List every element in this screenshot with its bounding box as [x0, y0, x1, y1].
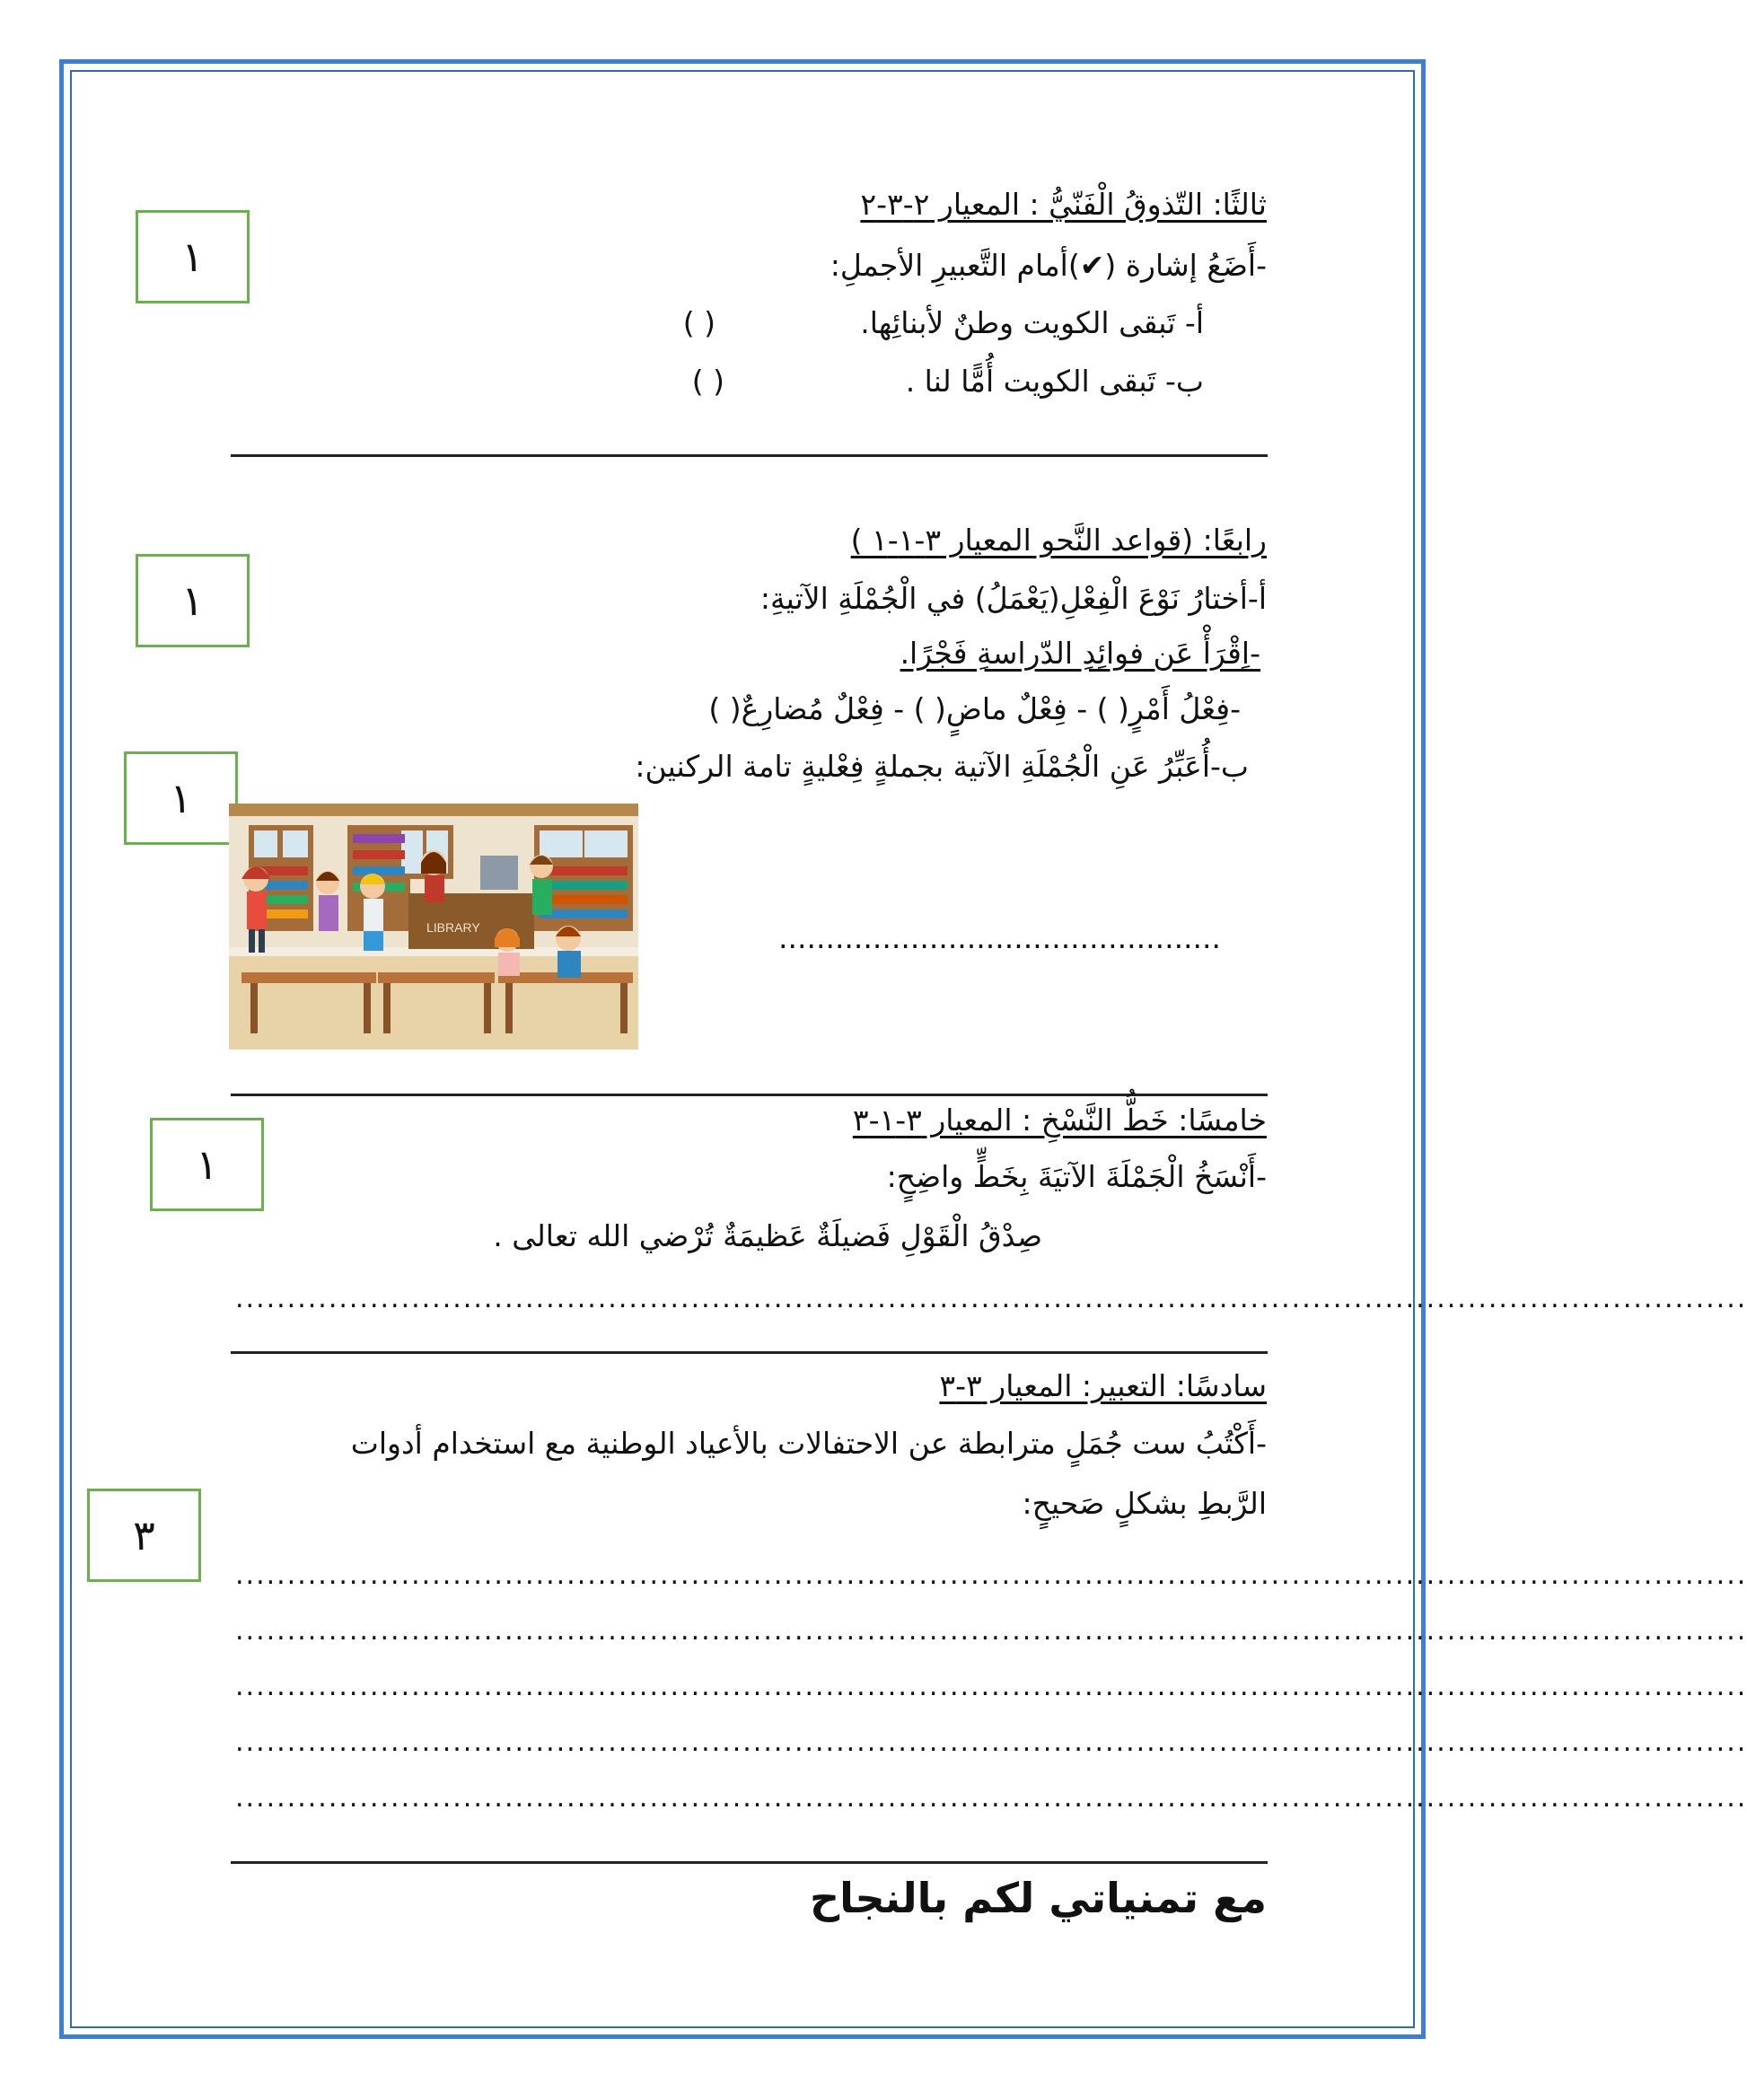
section5-answer-line[interactable]: .................................................................................................................................................. [235, 1283, 1747, 1314]
section3-score-box: ١ [136, 210, 250, 303]
section4-part-b-instruction: ب-أُعَبِّرُ عَنِ الْجُمْلَةِ الآتية بجملةٍ فِعْليةٍ تامة الركنين: [635, 749, 1249, 784]
section6-answer-line-4[interactable]: .................................................................................................................................................. [235, 1727, 1747, 1758]
section5-heading: خامسًا: خَطُّ النَّسْخِ : المعيار ٣-١-٣ [852, 1103, 1267, 1138]
section3-blank-b[interactable]: ( ) [691, 364, 724, 399]
section6-score-box: ٣ [87, 1489, 201, 1582]
section5-sentence: صِدْقُ الْقَوْلِ فَضيلَةٌ عَظيمَةٌ تُرْضي الله تعالى . [493, 1218, 1042, 1253]
section-divider [231, 1861, 1268, 1864]
section4-score-box-b: ١ [124, 751, 238, 845]
section3-option-b: ب- تَبقى الكويت أُمًّا لنا . [905, 364, 1204, 399]
section3-instruction: -أَضَعُ إشارة (✔)أمام التَّعبيرِ الأجملِ: [830, 248, 1267, 283]
section4-answer-line[interactable]: ............................................... [778, 920, 1222, 955]
section-divider [231, 454, 1268, 457]
section3-heading: ثالثًا: التّذوقُ الْفَنّيُّ : المعيار ٢-٣-٢ [860, 187, 1267, 222]
section4-sentence: -اِقْرَأْ عَن فوائِدِ الدّراسةِ فَجْرًا. [900, 636, 1260, 671]
section6-instruction-line2: الرَّبطِ بشكلٍ صَحيحٍ: [1022, 1486, 1267, 1521]
section6-heading: سادسًا: التعبير: المعيار ٣-٣ [939, 1368, 1267, 1403]
section6-answer-line-1[interactable]: .................................................................................................................................................. [235, 1560, 1747, 1591]
library-illustration [229, 804, 638, 1050]
section4-score-box-a: ١ [136, 554, 250, 647]
library-sign: LIBRARY [426, 920, 480, 935]
section-divider [231, 1351, 1268, 1354]
section5-instruction: -أَنْسَخُ الْجَمْلَةَ الآتيَةَ بِخَطٍّ واضِحٍ: [886, 1159, 1267, 1194]
section4-choices[interactable]: -فِعْلُ أَمْرٍ( ) - فِعْلٌ ماضٍ( ) - فِعْلٌ مُضارِعٌ( ) [708, 691, 1241, 726]
closing-message: مع تمنياتي لكم بالنجاح [810, 1874, 1267, 1922]
section3-option-a: أ- تَبقى الكويت وطنٌ لأبنائِها. [860, 305, 1204, 340]
section6-answer-line-5[interactable]: .................................................................................................................................................. [235, 1782, 1747, 1814]
section-divider [231, 1094, 1268, 1096]
section4-heading: رابعًا: (قواعد النَّحو المعيار ٣-١-١ ) [850, 523, 1267, 558]
section6-instruction-line1: -أَكْتُبُ ست جُمَلٍ مترابطة عن الاحتفالات بالأعياد الوطنية مع استخدام أدوات [350, 1426, 1267, 1461]
section6-answer-line-2[interactable]: .................................................................................................................................................. [235, 1615, 1747, 1647]
section3-blank-a[interactable]: ( ) [682, 305, 715, 340]
section5-score-box: ١ [150, 1118, 264, 1211]
section6-answer-line-3[interactable]: .................................................................................................................................................. [235, 1671, 1747, 1702]
section4-part-a-instruction: أ-أختارُ نَوْعَ الْفِعْلِ(يَعْمَلُ) في الْجُمْلَةِ الآتيةِ: [759, 581, 1267, 616]
